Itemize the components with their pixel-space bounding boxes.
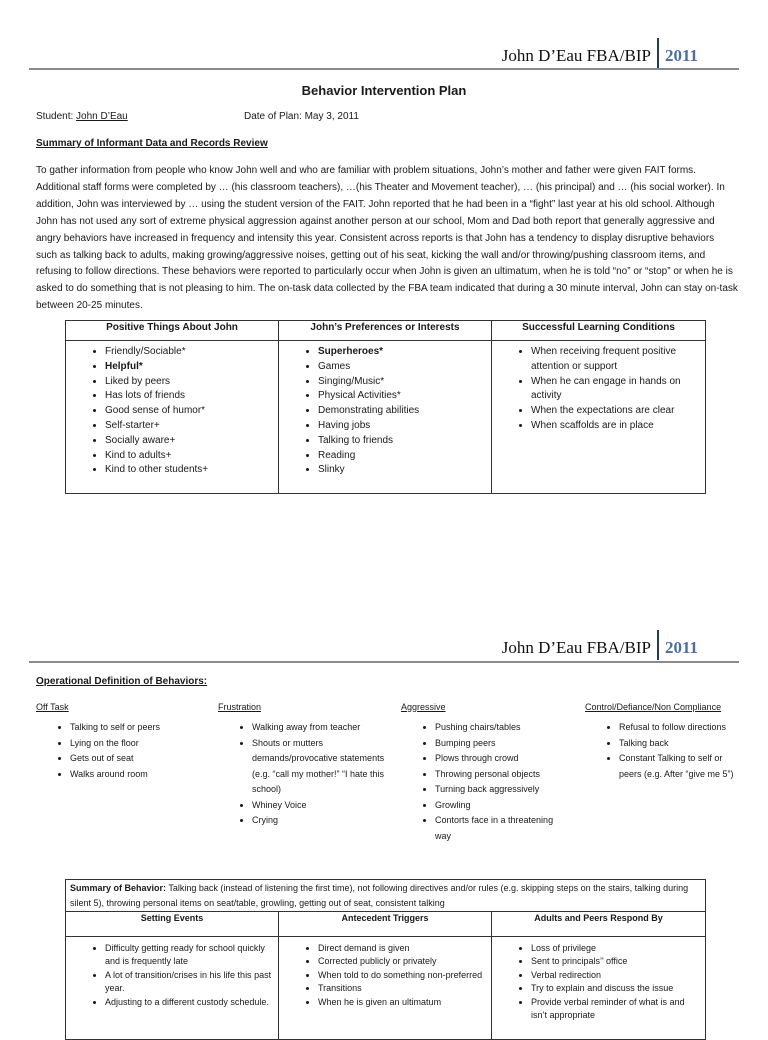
list-item: • Gets out of seat — [70, 751, 216, 767]
behavior-summary-table — [65, 879, 706, 1040]
list-item: • Provide verbal reminder of what is and isn’t appropriate — [531, 996, 700, 1023]
frustration-column — [218, 700, 388, 829]
table-header: Antecedent Triggers — [279, 912, 492, 937]
list-item: • When scaffolds are in place — [531, 419, 700, 434]
document-title: Behavior Intervention Plan — [301, 83, 467, 98]
column-heading: Aggressive — [401, 702, 446, 712]
list-item: • Shouts or mutters demands/provocative statements (e.g. “call my mother!” “I hate this school) — [252, 736, 388, 798]
table-header: Setting Events — [66, 912, 279, 937]
table-header: Successful Learning Conditions — [492, 321, 706, 341]
list-item: • Plows through crowd — [435, 751, 571, 767]
list-item: • Talking back — [619, 736, 735, 752]
aggressive-column — [401, 700, 571, 844]
list-item: • Throwing personal objects — [435, 767, 571, 783]
setting-events-cell — [66, 937, 279, 1040]
list-item: • Loss of privilege — [531, 942, 700, 955]
positive-cell — [66, 341, 279, 494]
list-item: • Contorts face in a threatening way — [435, 813, 571, 844]
list-item: • Talking to self or peers — [70, 720, 216, 736]
page-header — [502, 36, 698, 68]
list-item: • Constant Talking to self or peers (e.g. After “give me 5”) — [619, 751, 735, 782]
summary-of-behavior-text: Talking back (instead of listening the first time), not following directives and/or rules (e.g. skipping steps on the stairs, talking during silent 5), throwing personal items on seat/table, growling, getting out of seat, consistent talking — [70, 883, 689, 908]
strengths-table — [65, 320, 706, 494]
header-year: 2011 — [664, 46, 698, 65]
list-item: • Kind to adults+ — [105, 449, 273, 464]
list-item: • Good sense of humor* — [105, 404, 273, 419]
list-item: • Liked by peers — [105, 375, 273, 390]
summary-paragraph: To gather information from people who know John well and who are familiar with problem situations, John’s mother and father were given FAIT forms. Additional staff forms were completed by … (his classroom teachers), …(his Theater and Movement teacher), … (his principal) and … (his social worker). In addition, John was interviewed by … using the student version of the FAIT. John reported that he had been in a “fight” last year at his old school. Although John has not used any sort of extreme physical aggression against another person at our school, Mom and Dad both report that generally aggressive and angry behaviors have increased in frequency and intensity this year. Consistent across reports is that John has a tendency to display disruptive behaviors such as talking back to adults, making growing/aggressive noises, getting out of his seat, kicking the wall and/or throwing/pushing classroom items, and refusing to follow directions. These behaviors were reported to particularly occur when John is given an ultimatum, when he is told “no” or “stop” or when he is asked to do something that is not pleasing to him. The on-task data collected by the FBA team indicated that during a 30 minute interval, John can stay on-task between 20-25 minutes. — [36, 165, 738, 312]
list-item: • Helpful* — [105, 360, 273, 375]
list-item: • When receiving frequent positive attention or support — [531, 345, 700, 375]
list-item: • Having jobs — [318, 419, 486, 434]
header-year: 2011 — [664, 638, 698, 657]
list-item: • Walks around room — [70, 767, 216, 783]
header-name: John D’Eau FBA/BIP — [501, 46, 651, 65]
table-header: John’s Preferences or Interests — [279, 321, 492, 341]
preferences-cell — [279, 341, 492, 494]
column-heading: Frustration — [218, 702, 262, 712]
list-item: • Talking to friends — [318, 434, 486, 449]
list-item: • When he can engage in hands on activity — [531, 375, 700, 405]
list-item: • When he is given an ultimatum — [318, 996, 486, 1009]
operational-definition-heading: Operational Definition of Behaviors: — [36, 676, 208, 687]
header-name: John D’Eau FBA/BIP — [501, 638, 651, 657]
student-label: Student: — [36, 111, 74, 122]
list-item: • Superheroes* — [318, 345, 486, 360]
list-item: • Adjusting to a different custody schedule. — [105, 996, 273, 1009]
list-item: • Socially aware+ — [105, 434, 273, 449]
page-2 — [0, 600, 768, 1024]
list-item: • Crying — [252, 813, 388, 829]
list-item: • Games — [318, 360, 486, 375]
summary-of-behavior-label: Summary of Behavior: — [70, 883, 167, 893]
column-heading: Control/Defiance/Non Compliance — [585, 702, 722, 712]
list-item: • Demonstrating abilities — [318, 404, 486, 419]
list-item: • Physical Activities* — [318, 389, 486, 404]
antecedent-triggers-cell — [279, 937, 492, 1040]
list-item: • Difficulty getting ready for school quickly and is frequently late — [105, 942, 273, 969]
list-item: • Try to explain and discuss the issue — [531, 982, 700, 995]
list-item: • A lot of transition/crises in his life this past year. — [105, 969, 273, 996]
student-name: John D’Eau — [76, 111, 128, 122]
list-item: • Bumping peers — [435, 736, 571, 752]
list-item: • Lying on the floor — [70, 736, 216, 752]
list-item: • Transitions — [318, 982, 486, 995]
list-item: • Turning back aggressively — [435, 782, 571, 798]
summary-heading: Summary of Informant Data and Records Review — [36, 138, 268, 149]
summary-of-behavior-cell — [66, 880, 706, 912]
list-item: • Corrected publicly or privately — [318, 955, 486, 968]
list-item: • Pushing chairs/tables — [435, 720, 571, 736]
list-item: • Reading — [318, 449, 486, 464]
list-item: • When the expectations are clear — [531, 404, 700, 419]
date-of-plan: Date of Plan: May 3, 2011 — [244, 111, 359, 122]
list-item: • Self-starter+ — [105, 419, 273, 434]
list-item: • Sent to principals’’ office — [531, 955, 700, 968]
list-item: • Slinky — [318, 463, 486, 478]
list-item: • Refusal to follow directions — [619, 720, 735, 736]
table-header: Positive Things About John — [66, 321, 279, 341]
header-rule — [29, 661, 739, 663]
off-task-column — [36, 700, 216, 782]
conditions-cell — [492, 341, 706, 494]
list-item: • Whiney Voice — [252, 798, 388, 814]
header-rule — [29, 68, 739, 70]
list-item: • Walking away from teacher — [252, 720, 388, 736]
list-item: • Singing/Music* — [318, 375, 486, 390]
list-item: • Growling — [435, 798, 571, 814]
list-item: • Direct demand is given — [318, 942, 486, 955]
column-heading: Off Task — [36, 702, 69, 712]
list-item: • Verbal redirection — [531, 969, 700, 982]
list-item: • Has lots of friends — [105, 389, 273, 404]
control-defiance-column — [585, 700, 735, 782]
list-item: • When told to do something non-preferred — [318, 969, 486, 982]
list-item: • Friendly/Sociable* — [105, 345, 273, 360]
responses-cell — [492, 937, 706, 1040]
list-item: • Kind to other students+ — [105, 463, 273, 478]
student-line — [36, 111, 128, 122]
page-header — [502, 628, 698, 660]
table-header: Adults and Peers Respond By — [492, 912, 706, 937]
